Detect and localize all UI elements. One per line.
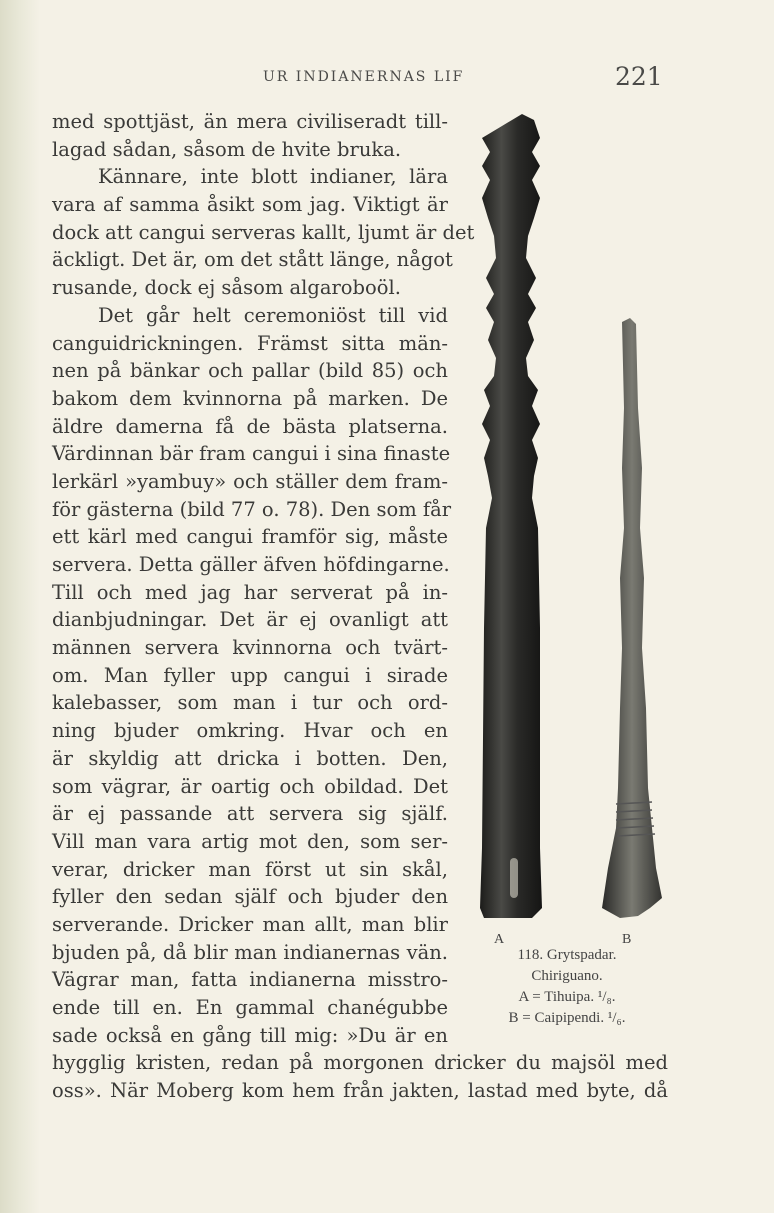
text-line: Till och med jag har serverat på in- bbox=[52, 580, 448, 604]
text-line: dianbjudningar. Det är ej ovanligt att bbox=[52, 608, 448, 632]
text-line: sade också en gång till mig: »Du är en bbox=[52, 1023, 448, 1047]
text-line: canguidrickningen. Främst sitta män- bbox=[52, 331, 448, 355]
text-line: Det går helt ceremoniöst till vid bbox=[98, 303, 448, 327]
text-line: männen servera kvinnorna och tvärt- bbox=[52, 636, 448, 660]
text-line: dock att cangui serveras kallt, ljumt är det bbox=[52, 220, 475, 244]
text-line: är ej passande att servera sig själf. bbox=[52, 802, 448, 826]
text-line: ett kärl med cangui framför sig, måste bbox=[52, 525, 448, 549]
caption-item-b: B = Caipipendi. ¹/₆. bbox=[508, 1010, 626, 1026]
spatula-b-shape bbox=[602, 318, 662, 918]
text-line: oss». När Moberg kom hem från jakten, lastad med byte, då bbox=[52, 1079, 668, 1103]
text-line: bakom dem kvinnorna på marken. De bbox=[52, 386, 448, 410]
caption-title: 118. Grytspadar. bbox=[517, 947, 617, 963]
text-line: fyller den sedan själf och bjuder den bbox=[52, 885, 448, 909]
text-line: nen på bänkar och pallar (bild 85) och bbox=[52, 359, 448, 383]
caption-item-a: A = Tihuipa. ¹/₈. bbox=[518, 989, 616, 1005]
caption-origin: Chiriguano. bbox=[531, 968, 603, 984]
page-number: 221 bbox=[615, 62, 663, 91]
text-line: Kännare, inte blott indianer, lära bbox=[98, 165, 448, 189]
text-line: kalebasser, som man i tur och ord- bbox=[52, 691, 448, 715]
text-line: serverande. Dricker man allt, man blir bbox=[52, 912, 448, 936]
text-line: lagad sådan, såsom de hvite bruka. bbox=[52, 137, 402, 161]
text-line: ning bjuder omkring. Hvar och en bbox=[52, 719, 448, 743]
figure-caption bbox=[452, 945, 682, 1029]
figure-pot-spatulas bbox=[470, 108, 670, 947]
text-line: verar, dricker man först ut sin skål, bbox=[52, 857, 448, 881]
text-line: servera. Detta gäller äfven höfdingarne. bbox=[52, 553, 450, 576]
text-line: äckligt. Det är, om det stått länge, något bbox=[52, 248, 453, 272]
text-line: rusande, dock ej såsom algaroboöl. bbox=[52, 276, 401, 300]
text-line: som vägrar, är oartig och obildad. Det bbox=[52, 774, 448, 798]
text-line: är skyldig att dricka i botten. Den, bbox=[52, 746, 448, 770]
spatula-illustration bbox=[470, 108, 670, 947]
spatula-a-shape bbox=[480, 114, 542, 918]
text-line: Värdinnan bär fram cangui i sina finaste bbox=[52, 442, 451, 466]
text-line: för gästerna (bild 77 o. 78). Den som får bbox=[52, 497, 452, 521]
text-line: ende till en. En gammal chanégubbe bbox=[52, 996, 448, 1019]
text-line: Vägrar man, fatta indianerna misstro- bbox=[52, 968, 448, 992]
label-b: B bbox=[622, 932, 632, 947]
page-edge-shadow bbox=[0, 0, 40, 1213]
text-line: bjuden på, då blir man indianernas vän. bbox=[52, 940, 448, 964]
spatula-a-highlight bbox=[510, 858, 518, 898]
text-line: Vill man vara artig mot den, som ser- bbox=[52, 829, 448, 853]
text-line: med spottjäst, än mera civiliseradt till- bbox=[52, 110, 448, 133]
text-line: vara af samma åsikt som jag. Viktigt är bbox=[52, 193, 448, 217]
text-line: lerkärl »yambuy» och ställer dem fram- bbox=[52, 469, 448, 493]
text-line: om. Man fyller upp cangui i sirade bbox=[52, 663, 448, 687]
label-a: A bbox=[494, 932, 505, 947]
text-line: hygglig kristen, redan på morgonen dricker du majsöl med bbox=[52, 1051, 668, 1075]
text-line: äldre damerna få de bästa platserna. bbox=[52, 414, 448, 438]
running-title: UR INDIANERNAS LIF bbox=[263, 69, 465, 85]
